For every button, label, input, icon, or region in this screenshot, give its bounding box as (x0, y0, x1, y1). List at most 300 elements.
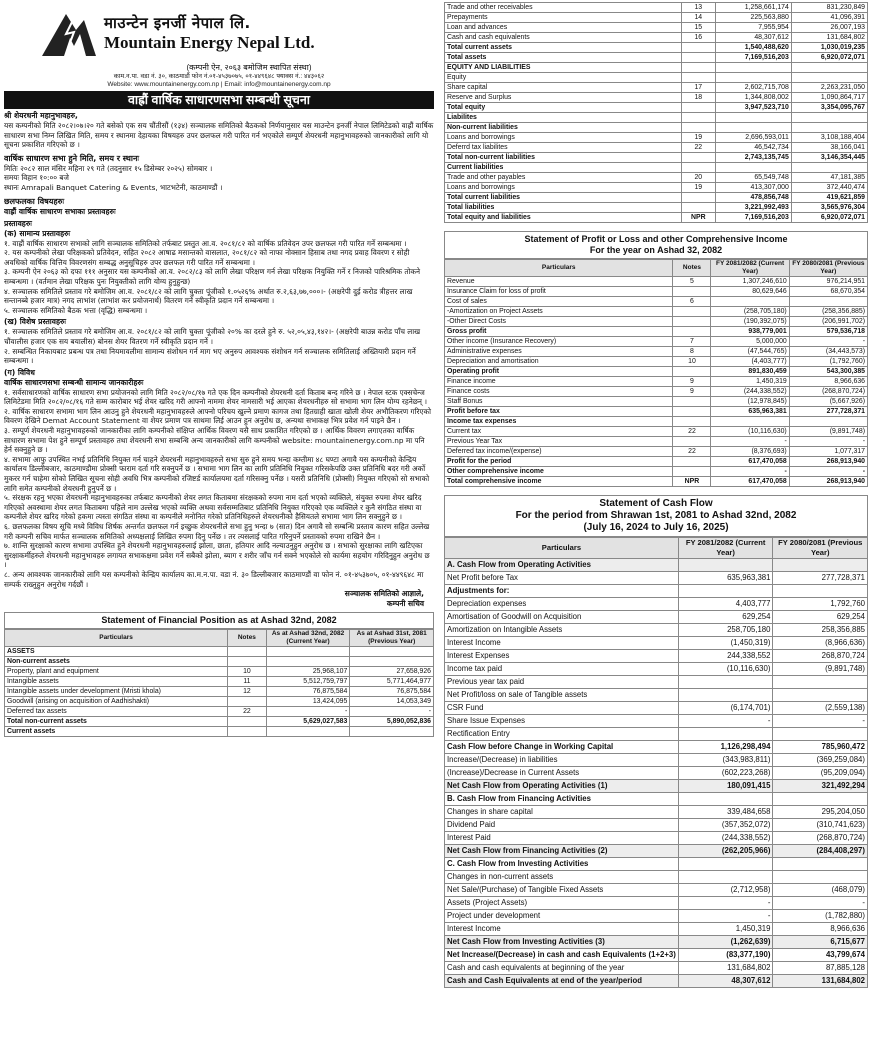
table-cell: 277,728,371 (789, 407, 867, 417)
table-row (445, 367, 868, 377)
table-cell (678, 585, 773, 598)
table-row (445, 728, 868, 741)
table-row (445, 663, 868, 676)
table-cell (673, 457, 711, 467)
table-cell: - (266, 707, 350, 717)
table-cell (773, 728, 868, 741)
table-cell: Total assets (445, 53, 682, 63)
table-row (445, 73, 868, 83)
table-cell: - (678, 910, 773, 923)
table-cell: 268,870,724 (773, 650, 868, 663)
list-item: ८. अन्य आवश्यक जानकारीको लागि यस कम्पनीको केन्द्रिय कार्यालय का.म.न.पा. वडा नं. ३० डिल्लीबजार काठमाण्डौं वा फोन नं. ०१-४५३७०५, ०१-४४९६४८ मा सम्पर्क राख्नुहुन अनुरोध गर्दछौं । (4, 569, 424, 589)
company-address: काम.न.पा. वडा नं. ३०, काठमाडौं फोन नं.०१-४५३७०७५, ०१-४४९६४८ फ्याक्स नं.: ४४३०६२ (113, 73, 325, 80)
table-cell: 225,563,880 (715, 13, 791, 23)
list-item: ४. सञ्चालक समितिले प्रस्ताव गरे बमोजिम आ.व. २०८१/८२ को लागि चुक्ता पूंजीको १.०५२६% अर्थात रु.२,६३,७७,०००।- (अक्षरेपी दुई करोड त्रीहत्तर लाख सन्तानब्बे हजार मात्र) नगद लाभांश (लाभांश कर प्रयोजनार्थ) वितरण गर्ने स्वीकृति प्रदान गर्ने सम्बन्धमा । (4, 286, 413, 306)
table-cell: 48,307,612 (678, 975, 773, 988)
table-row (445, 780, 868, 793)
table-cell: 5 (673, 277, 711, 287)
table-cell: 3,146,354,445 (791, 153, 867, 163)
table-cell: Current assets (5, 727, 228, 737)
table-cell (681, 73, 715, 83)
table-cell: (206,991,702) (789, 317, 867, 327)
table-cell: (34,443,573) (789, 347, 867, 357)
table-cell: (284,408,297) (773, 845, 868, 858)
table-cell: (268,870,724) (789, 387, 867, 397)
table-row (445, 447, 868, 457)
table-cell: Net Cash Flow from Investing Activities (3) (445, 936, 679, 949)
table-row (445, 650, 868, 663)
table-cell: 579,536,718 (789, 327, 867, 337)
table-cell: Administrative expenses (445, 347, 673, 357)
table-cell: 2,696,593,011 (715, 133, 791, 143)
profit-loss-section (444, 231, 868, 487)
table-cell: Loans and borrowings (445, 133, 682, 143)
table-cell (791, 163, 867, 173)
table-row (5, 697, 434, 707)
table-cell: Net Profit/loss on sale of Tangible assets (445, 689, 679, 702)
table-row (445, 337, 868, 347)
table-cell: Net Sale/(Purchase) of Tangible Fixed Assets (445, 884, 679, 897)
table-cell: 18 (681, 93, 715, 103)
table-cell (773, 676, 868, 689)
table-cell: 2,263,231,050 (791, 83, 867, 93)
table-cell (673, 467, 711, 477)
table-row (445, 33, 868, 43)
table-cell (678, 871, 773, 884)
table-row (445, 173, 868, 183)
table-cell (673, 287, 711, 297)
list-item: १. वाह्रौं वार्षिक साधारण सभाको लागि सञ्चालक समितिको तर्फबाट प्रस्तुत आ.व. २०८१/८२ को वार्षिक प्रतिवेदन उपर छलफल गरी पारित गर्ने सम्बन्धमा । (4, 238, 407, 248)
table-cell: 8,966,636 (773, 923, 868, 936)
table-row (445, 715, 868, 728)
table-cell (773, 585, 868, 598)
table-cell: 5,890,052,836 (350, 717, 434, 727)
table-cell (678, 689, 773, 702)
table-cell (673, 397, 711, 407)
table-cell: 3,354,095,767 (791, 103, 867, 113)
table-row (445, 806, 868, 819)
table-cell: (1,792,760) (789, 357, 867, 367)
table-cell: 1,030,019,235 (791, 43, 867, 53)
intro-text: यस कम्पनीको मिति २०८२।०७।२० गते बसेको एक सय चौंतीसौं (१३४) सञ्चालक समितिको बैठकको निर्णयानुसार यस माउन्टेन इनर्जी नेपाल लिमिटेडको वाह्रौं वार्षिक साधारण सभा निम्न लिखित मिति, समय र स्थानमा देहायका विषयहरु उपर छलफल गरी पारित गर्न भएकोले सम्पूर्ण शेयरधनी महानुभावहरुको जानकारीको लागि यो सूचना प्रकाशित गरिएको छ । (4, 121, 434, 150)
table-cell (791, 123, 867, 133)
table-cell: (369,259,084) (773, 754, 868, 767)
info-title: वार्षिक साधारणसभा सम्बन्धी सामान्य जानकारीहरुः (4, 377, 144, 387)
table-row (445, 858, 868, 871)
table-cell (789, 417, 867, 427)
table-row (445, 377, 868, 387)
table-cell: 1,258,661,174 (715, 3, 791, 13)
table-row (445, 387, 868, 397)
table-row (445, 357, 868, 367)
col-header: Particulars (445, 538, 679, 559)
table-cell: (244,338,552) (711, 387, 789, 397)
table-cell (678, 728, 773, 741)
table-cell: 10 (673, 357, 711, 367)
table-cell: 277,728,371 (773, 572, 868, 585)
table-cell: 635,963,381 (678, 572, 773, 585)
table-row (445, 427, 868, 437)
mountain-logo-icon (40, 8, 98, 58)
list-item: ७. शान्ति सुरक्षाको कारण सभामा उपस्थित हुने शेयरधनी महानुभावहरुलाई झोला, छाता, हतियार आदि नल्याउनुहुन अनुरोध छ । सभाको सुरक्षाका लागि खटिएका सुरक्षाकर्मीहरुले शेयरधनी महानुभावहरु लगायत सभाकक्षमा प्रवेश गर्ने सबैको झोला, ब्याग र शरीर जाँच गर्न सक्ने भएकोले सो कार्यमा सहयोग गरिदिनुहुन अनुरोध छ । (4, 541, 430, 570)
table-row (445, 845, 868, 858)
table-cell (266, 727, 350, 737)
table-row (445, 624, 868, 637)
table-row (445, 183, 868, 193)
table-cell: Assets (Project Assets) (445, 897, 679, 910)
table-cell: 629,254 (678, 611, 773, 624)
table-cell: 831,230,849 (791, 3, 867, 13)
table-cell: 180,091,415 (678, 780, 773, 793)
table-cell (711, 417, 789, 427)
list-item: १. सर्वसाधारणको वार्षिक साधारण सभा प्रयोजनको लागि मिति २०८२/०८/१७ गते एक दिन कम्पनीको शेयरधनी दर्ता किताब बन्द गरिने छ । नेपाल स्टक एक्सचेन्ज लिमिटेडमा मिति २०८२/०८/१६ गते सम्म कारोबार भई शेयर खरिद गरी आफ्नो नाममा शेयर नामसारी भई आएका शेयरधनीहरु सो सभामा भाग लिन योग्य रहनेछन् । (4, 387, 428, 407)
meeting-venue: स्थानः Amrapali Banquet Catering & Events, भाटभटेनी, काठमाण्डौं । (4, 182, 223, 192)
table-cell: 7,955,954 (715, 23, 791, 33)
col-header: Notes (228, 630, 267, 647)
table-cell: Deferred tax assets (5, 707, 228, 717)
col-header: As at Ashad 31st, 2081 (Previous Year) (350, 630, 434, 647)
table-cell: Reserve and Surplus (445, 93, 682, 103)
table-cell (266, 657, 350, 667)
table-row (445, 113, 868, 123)
table-cell: (262,205,966) (678, 845, 773, 858)
table-cell: Project under development (445, 910, 679, 923)
table-row (445, 598, 868, 611)
table-cell: 2,602,715,708 (715, 83, 791, 93)
table-cell (773, 689, 868, 702)
table-cell: 17 (681, 83, 715, 93)
table-cell: (12,978,845) (711, 397, 789, 407)
table-cell: Cash and cash equivalents (445, 33, 682, 43)
table-cell: 1,450,319 (711, 377, 789, 387)
col-header: FY 2080/2081 (Previous Year) (789, 260, 867, 277)
table-cell: (190,392,075) (711, 317, 789, 327)
company-subtitle: (कम्पनी ऐन, २०६३ बमोजिम स्थापित संस्था) (186, 63, 312, 72)
table-cell: 16 (681, 33, 715, 43)
table-cell (773, 858, 868, 871)
table-row (445, 572, 868, 585)
table-cell: Changes in share capital (445, 806, 679, 819)
table-cell: Adjustments for: (445, 585, 679, 598)
table-cell: - (678, 715, 773, 728)
table-cell: 25,968,107 (266, 667, 350, 677)
table-cell: 7,169,516,203 (715, 213, 791, 223)
col-header: FY 2080/2081 (Previous Year) (773, 538, 868, 559)
table-cell: 1,792,760 (773, 598, 868, 611)
table-row (5, 707, 434, 717)
table-row (445, 910, 868, 923)
table-cell (681, 193, 715, 203)
table-row (445, 43, 868, 53)
table-cell (673, 327, 711, 337)
table-cell: - (773, 715, 868, 728)
table-cell (681, 43, 715, 53)
table-row (445, 307, 868, 317)
meeting-time: समयः विहान १०:०० बजे (4, 173, 69, 183)
table-cell (228, 697, 267, 707)
col-header: As at Ashad 32nd, 2082 (Current Year) (266, 630, 350, 647)
col-header: Particulars (445, 260, 673, 277)
table-cell: 46,542,734 (715, 143, 791, 153)
table-cell: 258,705,180 (678, 624, 773, 637)
special-title: (ख) विशेष प्रस्तावहरुः (4, 317, 67, 327)
table-cell: 543,300,385 (789, 367, 867, 377)
table-row (445, 585, 868, 598)
table-row (445, 287, 868, 297)
table-cell: (468,079) (773, 884, 868, 897)
table-cell: Cash and cash equivalents at beginning of the year (445, 962, 679, 975)
table-row (445, 457, 868, 467)
table-cell: 27,658,926 (350, 667, 434, 677)
table-cell: 131,684,802 (773, 975, 868, 988)
table-row (445, 962, 868, 975)
table-cell: 76,875,584 (266, 687, 350, 697)
table-cell: Cash and Cash Equivalents at end of the year/period (445, 975, 679, 988)
table-cell (715, 163, 791, 173)
table-cell: 1,450,319 (678, 923, 773, 936)
table-cell: (310,741,623) (773, 819, 868, 832)
table-cell: - (711, 437, 789, 447)
table-cell: (47,544,765) (711, 347, 789, 357)
company-header (4, 4, 434, 62)
table-cell: 8,966,636 (789, 377, 867, 387)
table-cell: 3,108,188,404 (791, 133, 867, 143)
table-cell: Liabilites (445, 113, 682, 123)
table-cell: 22 (681, 143, 715, 153)
table-row (445, 417, 868, 427)
list-item: २. सम्बन्धित निकायबाट प्रबन्ध पत्र तथा नियमावलीमा सामान्य संशोधन गर्न माग भए अनुरुप आवश्यक संशोधन गर्न सञ्चालक समितिलाई अख्तियारी प्रदान गर्ने सम्बन्धमा । (4, 346, 416, 366)
table-cell: Intangible assets under development (Mristi khola) (5, 687, 228, 697)
table-row (445, 767, 868, 780)
table-cell: (1,450,319) (678, 637, 773, 650)
table-cell: -Amortization on Project Assets (445, 307, 673, 317)
table-cell: 5,771,464,977 (350, 677, 434, 687)
sofp-title: Statement of Financial Position as at Ashad 32nd, 2082 (4, 612, 434, 629)
table-cell: Net Cash Flow from Operating Activities (1) (445, 780, 679, 793)
table-cell: 9 (673, 377, 711, 387)
table-cell: 22 (673, 427, 711, 437)
table-row (445, 897, 868, 910)
table-cell (715, 63, 791, 73)
table-cell: 1,090,864,717 (791, 93, 867, 103)
table-cell (681, 63, 715, 73)
table-cell: 6,920,072,071 (791, 213, 867, 223)
agenda-title: छलफलका विषयहरुः (4, 196, 65, 206)
table-row (445, 53, 868, 63)
table-cell: 7 (673, 337, 711, 347)
table-cell (715, 123, 791, 133)
table-cell: Total equity and liabilities (445, 213, 682, 223)
table-cell (228, 717, 267, 727)
table-row (445, 477, 868, 487)
table-cell: 1,307,246,610 (711, 277, 789, 287)
notice-title: वाह्रौं वार्षिक साधारणसभा सम्बन्धी सूचना (4, 91, 434, 109)
table-cell: Interest Paid (445, 832, 679, 845)
table-cell: Finance costs (445, 387, 673, 397)
table-cell: 5,629,027,583 (266, 717, 350, 727)
table-cell: 68,670,354 (789, 287, 867, 297)
table-cell: NPR (673, 477, 711, 487)
table-cell: Net Increase/(Decrease) in cash and cash Equivalents (1+2+3) (445, 949, 679, 962)
table-cell: Amortisation of Goodwill on Acquisition (445, 611, 679, 624)
table-cell: (9,891,748) (789, 427, 867, 437)
table-cell: (343,983,811) (678, 754, 773, 767)
table-cell: 6,715,677 (773, 936, 868, 949)
table-cell: 43,799,674 (773, 949, 868, 962)
table-cell: (258,705,180) (711, 307, 789, 317)
table-cell: 4,403,777 (678, 598, 773, 611)
table-row (445, 153, 868, 163)
sofp-table-right (444, 2, 868, 223)
table-cell: (2,712,958) (678, 884, 773, 897)
table-row (445, 327, 868, 337)
table-cell (678, 559, 773, 572)
table-cell: 80,629,646 (711, 287, 789, 297)
cf-title-line-2: For the period from Shrawan 1st, 2081 to Ashad 32nd, 2082 (515, 510, 797, 521)
table-row (445, 347, 868, 357)
table-cell (673, 437, 711, 447)
table-cell: 19 (681, 183, 715, 193)
table-cell: Intangible assets (5, 677, 228, 687)
table-cell: 20 (681, 173, 715, 183)
table-cell: 87,885,128 (773, 962, 868, 975)
table-cell: Cost of sales (445, 297, 673, 307)
cash-flow-section (444, 495, 868, 988)
table-row (445, 203, 868, 213)
table-cell: (95,209,094) (773, 767, 868, 780)
table-cell: 6,920,072,071 (791, 53, 867, 63)
table-row (5, 677, 434, 687)
table-cell: 22 (228, 707, 267, 717)
table-row (445, 884, 868, 897)
table-cell (715, 113, 791, 123)
table-cell: Current liabilities (445, 163, 682, 173)
table-cell: 258,356,885 (773, 624, 868, 637)
table-cell: Depreciation and amortisation (445, 357, 673, 367)
signature-line-2: कम्पनी सचिव (386, 599, 424, 609)
table-cell: 268,913,940 (789, 457, 867, 467)
table-cell: (10,116,630) (678, 663, 773, 676)
cf-title-line-3: (July 16, 2024 to July 16, 2025) (583, 522, 729, 533)
table-cell: 8 (673, 347, 711, 357)
table-cell: Interest Income (445, 923, 679, 936)
table-cell: Property, plant and equipment (5, 667, 228, 677)
table-row (5, 727, 434, 737)
table-cell: 419,621,859 (791, 193, 867, 203)
table-row (445, 793, 868, 806)
table-cell: 13 (681, 3, 715, 13)
table-cell: 2,743,135,745 (715, 153, 791, 163)
table-cell: Interest Income (445, 637, 679, 650)
table-cell: Share capital (445, 83, 682, 93)
table-cell (673, 307, 711, 317)
table-cell: (357,352,072) (678, 819, 773, 832)
table-cell: (8,966,636) (773, 637, 868, 650)
table-cell (266, 647, 350, 657)
table-cell: 635,963,381 (711, 407, 789, 417)
list-item: २. यस कम्पनीको लेखा परिक्षकको प्रतिवेदन, सहित २०८२ आषाढ मसान्तको वासलात, २०८१/८२ को नाफा नोक्सान हिसाब तथा नगद प्रवाह विवरण र सोही अवधिको वार्षिक वित्तिय विवरणसंग सम्बद्ध अनुसूचिहरु उपर छलफल गरी पारित गर्ने सम्बन्धमा । (4, 248, 410, 267)
company-name-en: Mountain Energy Nepal Ltd. (104, 33, 315, 52)
table-row (445, 83, 868, 93)
table-cell (681, 203, 715, 213)
table-cell: 372,440,474 (791, 183, 867, 193)
table-cell: 9 (673, 387, 711, 397)
pl-title (444, 231, 868, 259)
table-cell: 785,960,472 (773, 741, 868, 754)
list-item: ४. सभामा आफु उपस्थित नभई प्रतिनिधि नियुक्त गर्न चाहने शेयरधनी महानुभावहरुले सभा सुरु हुने समय भन्दा कम्तीमा ४८ घण्टा अगावै यस कम्पनीको केन्द्रिय कार्यालय डिल्लीबजार, काठमाण्डौमा प्रोक्सी फाराम दर्ता गरि सक्नुपर्ने छ । सभामा भाग लिन का लागि प्रतिनिधि नियुक्त गरिसकेपछि उक्त प्रतिनिधि बदर गरी अर्को मुकरर गर्न चाहेमा सोको लिखित सूचना सोही अवधि भित्र कम्पनीको रजिष्टर्ड कार्यालयमा दर्ता गरिसक्नु पर्नेछ । यसरी प्रतिनिधि (प्रोक्सी) नियुक्त गरिएको सो सभाको लागि समेत कम्पनीको शेयरधनी हुनुपर्ने छ । (4, 454, 430, 493)
table-cell (673, 417, 711, 427)
table-cell (350, 657, 434, 667)
table-cell: 22 (673, 447, 711, 457)
table-cell: 3,947,523,710 (715, 103, 791, 113)
table-cell: 15 (681, 23, 715, 33)
table-row (445, 103, 868, 113)
pl-title-line-2: For the year on Ashad 32, 2082 (589, 245, 723, 255)
sofp-table-left (4, 629, 434, 737)
table-cell: 617,470,058 (711, 477, 789, 487)
table-cell: 268,913,940 (789, 477, 867, 487)
table-cell: 3,221,992,493 (715, 203, 791, 213)
col-header: Notes (673, 260, 711, 277)
proposals-title: प्रस्तावहरुः (4, 218, 32, 228)
table-cell: Non-current liabilities (445, 123, 682, 133)
table-cell: Net Cash Flow from Financing Activities (2) (445, 845, 679, 858)
list-item: १. सञ्चालक समितिले प्रस्ताव गरे बमोजिम आ.व. २०८१/८२ को लागि चुक्ता पूंजीको २०% का दरले हुने रु. ५२,०५,४३,१४२।- (अक्षरेपी बाउन्न करोड पाँच लाख चौंवालीस हजार एक सय बयालीस) बोनस शेयर वितरण गर्ने स्वीकृति प्रदान गर्ने । (4, 327, 421, 346)
table-cell: 3,565,976,304 (791, 203, 867, 213)
table-cell: 76,875,584 (350, 687, 434, 697)
signature-line-1: सञ्चालक समितिको आज्ञाले, (344, 589, 424, 599)
table-cell: Total non-current liabilities (445, 153, 682, 163)
table-cell: NPR (681, 213, 715, 223)
list-item: ५. संरक्षक रहनु भएका शेयरधनी महानुभावहरुका तर्फबाट कम्पनीको शेयर लगत किताबमा संरक्षकको रुपमा नाम दर्ता भएको व्यक्तिले, संयुक्त रुपमा शेयर खरिद गरिएको अवस्थामा शेयर लगत किताबमा पहिले नाम उल्लेख भएको व्यक्ति अथवा सर्वसम्मतिबाट प्रतिनिधि नियुक्त गरिएको एक व्यक्तिले र कुनै संगठित संस्था वा कम्पनीले शेयर खरिद गरेको हकमा त्यस्ता संगठित संस्था वा कम्पनीले मनोनित गरेको प्रतिनिधिहरुले शेयरधनीको हैसियतले सभामा भाग लिन सक्नुहुने छ । (4, 493, 422, 522)
table-row (445, 93, 868, 103)
table-cell (678, 793, 773, 806)
table-cell: Gross profit (445, 327, 673, 337)
cf-title-line-1: Statement of Cash Flow (599, 498, 713, 509)
general-info (4, 388, 434, 589)
table-row (445, 754, 868, 767)
table-cell (228, 727, 267, 737)
list-item: ३. कम्पनी ऐन २०६३ को दफा १११ अनुसार यस कम्पनीको आ.व. २०८२/८३ को लागि लेखा परिक्षण गर्न लेखा परिक्षक नियुक्ति गर्ने र निजको पारिश्रमिक तोकने सम्बन्धमा । (वर्तमान लेखा परिक्षक पुनः नियुक्तीको लागि योग्य हुनुहुन्छ) (4, 267, 421, 286)
table-cell (678, 858, 773, 871)
financial-position-left (4, 612, 434, 737)
table-cell: Other comprehensive income (445, 467, 673, 477)
table-cell (715, 73, 791, 83)
table-cell: 295,204,050 (773, 806, 868, 819)
table-cell (673, 367, 711, 377)
meeting-date: मितिः २०८२ साल मंसिर महिना २९ गते (तदनुसार १५ डिसेम्बर २०२५) सोमबार । (4, 163, 213, 173)
table-cell: 7,169,516,203 (715, 53, 791, 63)
table-cell: Goodwill (arising on acquisition of Aadhishakti) (5, 697, 228, 707)
table-cell: 413,307,000 (715, 183, 791, 193)
table-cell (228, 657, 267, 667)
table-cell: (602,223,268) (678, 767, 773, 780)
table-cell: 629,254 (773, 611, 868, 624)
table-cell: Net Profit before Tax (445, 572, 679, 585)
table-cell: - (789, 337, 867, 347)
table-cell (678, 676, 773, 689)
table-row (445, 832, 868, 845)
table-cell: 1,344,808,002 (715, 93, 791, 103)
table-cell (773, 871, 868, 884)
table-cell (350, 727, 434, 737)
table-row (445, 277, 868, 287)
table-row (445, 637, 868, 650)
meeting-title: वार्षिक साधारण सभा हुने मिति, समय र स्थानः (4, 153, 139, 163)
table-cell: Revenue (445, 277, 673, 287)
table-cell: 12 (228, 687, 267, 697)
table-row (445, 13, 868, 23)
